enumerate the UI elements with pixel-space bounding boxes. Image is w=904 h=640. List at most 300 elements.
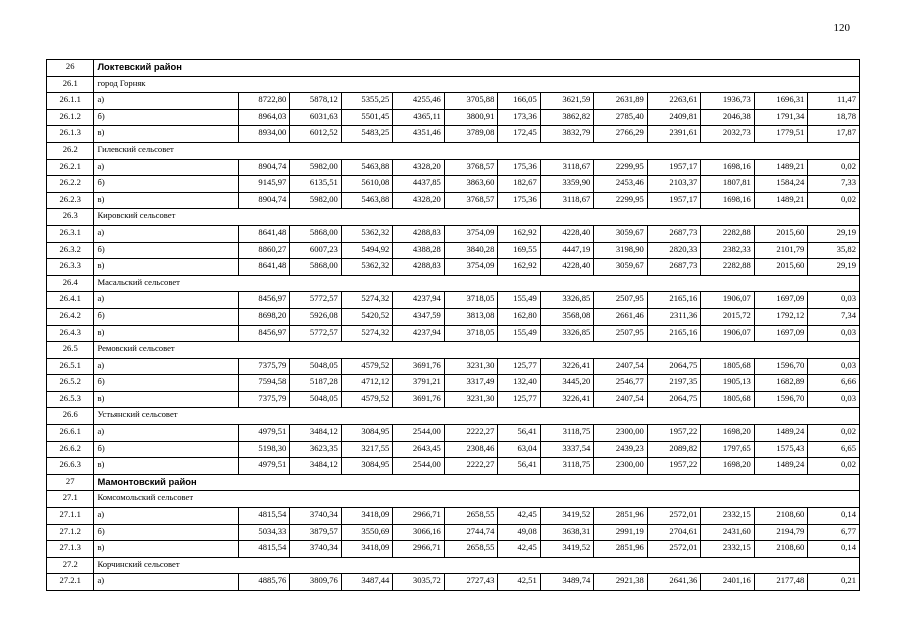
row-letter: в) [94,458,238,475]
value-cell: 35,82 [808,242,860,259]
value-cell: 3066,16 [393,524,445,541]
value-cell: 2089,82 [647,441,701,458]
table-row [47,259,860,276]
value-cell: 3863,60 [444,176,498,193]
settlement-row [47,209,860,226]
value-cell: 2263,61 [647,93,701,110]
value-cell: 2744,74 [444,524,498,541]
value-cell: 3484,12 [290,458,342,475]
value-cell: 5610,08 [341,176,393,193]
value-cell: 2103,37 [647,176,701,193]
value-cell: 1489,24 [754,458,808,475]
value-cell: 3118,67 [540,192,594,209]
value-cell: 5420,52 [341,308,393,325]
value-cell: 6,65 [808,441,860,458]
value-cell: 2407,54 [594,391,648,408]
value-cell: 3813,08 [444,308,498,325]
value-cell: 172,45 [498,126,540,143]
value-cell: 2687,73 [647,259,701,276]
value-cell: 3084,95 [341,425,393,442]
value-cell: 2308,46 [444,441,498,458]
value-cell: 1906,07 [701,325,755,342]
row-letter: б) [94,524,238,541]
settlement-title: Корчинский сельсовет [94,557,860,574]
table-row [47,358,860,375]
row-letter: а) [94,358,238,375]
table-row [47,159,860,176]
value-cell: 4815,54 [238,508,290,525]
row-code: 26.2.1 [47,159,94,176]
value-cell: 1682,89 [754,375,808,392]
value-cell: 162,92 [498,225,540,242]
value-cell: 5048,05 [290,358,342,375]
value-cell: 2401,16 [701,574,755,591]
value-cell: 3768,57 [444,192,498,209]
value-cell: 1489,21 [754,192,808,209]
settlement-title: город Горняк [94,76,860,93]
value-cell: 2820,33 [647,242,701,259]
value-cell: 2222,27 [444,425,498,442]
table-row [47,441,860,458]
value-cell: 1698,16 [701,159,755,176]
value-cell: 4237,94 [393,325,445,342]
value-cell: 3754,09 [444,259,498,276]
value-cell: 2299,95 [594,159,648,176]
value-cell: 2332,15 [701,541,755,558]
value-cell: 3623,35 [290,441,342,458]
row-code: 26.5.3 [47,391,94,408]
value-cell: 4328,20 [393,192,445,209]
value-cell: 5362,32 [341,259,393,276]
value-cell: 8456,97 [238,292,290,309]
value-cell: 1957,17 [647,192,701,209]
row-letter: а) [94,574,238,591]
value-cell: 2064,75 [647,391,701,408]
value-cell: 2785,40 [594,109,648,126]
value-cell: 8904,74 [238,192,290,209]
value-cell: 1779,51 [754,126,808,143]
value-cell: 155,49 [498,292,540,309]
value-cell: 2282,88 [701,225,755,242]
value-cell: 63,04 [498,441,540,458]
row-code: 26.2.3 [47,192,94,209]
district-title: Мамонтовский район [94,474,860,491]
value-cell: 125,77 [498,358,540,375]
value-cell: 8934,00 [238,126,290,143]
row-code: 26.3.2 [47,242,94,259]
value-cell: 2108,60 [754,508,808,525]
value-cell: 3800,91 [444,109,498,126]
value-cell: 3568,08 [540,308,594,325]
value-cell: 2631,89 [594,93,648,110]
row-code: 26.3.3 [47,259,94,276]
value-cell: 6,77 [808,524,860,541]
settlement-code: 27.1 [47,491,94,508]
table-row [47,93,860,110]
value-cell: 4979,51 [238,425,290,442]
value-cell: 2572,01 [647,541,701,558]
value-cell: 6,66 [808,375,860,392]
settlement-row [47,76,860,93]
value-cell: 1696,31 [754,93,808,110]
value-cell: 2643,45 [393,441,445,458]
value-cell: 0,02 [808,159,860,176]
settlement-row [47,342,860,359]
value-cell: 2064,75 [647,358,701,375]
value-cell: 2222,27 [444,458,498,475]
value-cell: 2391,61 [647,126,701,143]
row-letter: б) [94,176,238,193]
table-row [47,574,860,591]
value-cell: 0,14 [808,541,860,558]
value-cell: 2641,36 [647,574,701,591]
value-cell: 3484,12 [290,425,342,442]
value-cell: 5048,05 [290,391,342,408]
row-letter: в) [94,391,238,408]
value-cell: 1805,68 [701,391,755,408]
table-row [47,126,860,143]
value-cell: 5274,32 [341,292,393,309]
row-letter: б) [94,242,238,259]
row-code: 26.5.2 [47,375,94,392]
value-cell: 42,45 [498,508,540,525]
value-cell: 5198,30 [238,441,290,458]
value-cell: 4288,83 [393,225,445,242]
value-cell: 3832,79 [540,126,594,143]
settlement-code: 26.3 [47,209,94,226]
value-cell: 2851,96 [594,508,648,525]
value-cell: 4288,83 [393,259,445,276]
row-code: 26.6.3 [47,458,94,475]
row-code: 27.1.3 [47,541,94,558]
settlement-title: Масальский сельсовет [94,275,860,292]
value-cell: 1489,24 [754,425,808,442]
value-cell: 3419,52 [540,541,594,558]
settlement-row [47,557,860,574]
settlement-code: 27.2 [47,557,94,574]
value-cell: 9145,97 [238,176,290,193]
value-cell: 1596,70 [754,358,808,375]
value-cell: 2966,71 [393,541,445,558]
table-row [47,375,860,392]
value-cell: 2409,81 [647,109,701,126]
value-cell: 4388,28 [393,242,445,259]
value-cell: 162,92 [498,259,540,276]
row-letter: в) [94,541,238,558]
value-cell: 3326,85 [540,292,594,309]
value-cell: 3621,59 [540,93,594,110]
value-cell: 1906,07 [701,292,755,309]
value-cell: 2032,73 [701,126,755,143]
value-cell: 5868,00 [290,225,342,242]
value-cell: 1698,20 [701,425,755,442]
row-code: 26.4.2 [47,308,94,325]
value-cell: 18,78 [808,109,860,126]
value-cell: 169,55 [498,242,540,259]
row-letter: в) [94,126,238,143]
value-cell: 5483,25 [341,126,393,143]
value-cell: 3337,54 [540,441,594,458]
value-cell: 1697,09 [754,292,808,309]
value-cell: 11,47 [808,93,860,110]
value-cell: 5878,12 [290,93,342,110]
row-code: 26.1.2 [47,109,94,126]
value-cell: 2046,38 [701,109,755,126]
settlement-row [47,491,860,508]
value-cell: 5868,00 [290,259,342,276]
value-cell: 4255,46 [393,93,445,110]
value-cell: 8641,48 [238,259,290,276]
value-cell: 4228,40 [540,259,594,276]
value-cell: 2015,72 [701,308,755,325]
row-letter: а) [94,225,238,242]
value-cell: 29,19 [808,225,860,242]
table-body [47,60,860,591]
row-letter: а) [94,93,238,110]
table-row [47,508,860,525]
value-cell: 3809,76 [290,574,342,591]
value-cell: 6007,23 [290,242,342,259]
value-cell: 2572,01 [647,508,701,525]
row-code: 27.1.2 [47,524,94,541]
value-cell: 155,49 [498,325,540,342]
row-code: 26.6.2 [47,441,94,458]
value-cell: 3419,52 [540,508,594,525]
value-cell: 3059,67 [594,225,648,242]
value-cell: 3059,67 [594,259,648,276]
row-code: 26.1.1 [47,93,94,110]
table-row [47,109,860,126]
value-cell: 3754,09 [444,225,498,242]
value-cell: 132,40 [498,375,540,392]
value-cell: 2658,55 [444,541,498,558]
row-code: 26.3.1 [47,225,94,242]
value-cell: 4885,76 [238,574,290,591]
value-cell: 2453,46 [594,176,648,193]
value-cell: 7594,58 [238,375,290,392]
value-cell: 42,51 [498,574,540,591]
value-cell: 2177,48 [754,574,808,591]
settlement-code: 26.2 [47,142,94,159]
value-cell: 3118,67 [540,159,594,176]
table-row [47,325,860,342]
value-cell: 1575,43 [754,441,808,458]
row-letter: в) [94,259,238,276]
value-cell: 166,05 [498,93,540,110]
value-cell: 1792,12 [754,308,808,325]
value-cell: 3768,57 [444,159,498,176]
value-cell: 7,34 [808,308,860,325]
value-cell: 1698,16 [701,192,755,209]
value-cell: 49,08 [498,524,540,541]
value-cell: 125,77 [498,391,540,408]
district-code: 26 [47,60,94,77]
value-cell: 2507,95 [594,325,648,342]
row-letter: в) [94,325,238,342]
value-cell: 2439,23 [594,441,648,458]
value-cell: 2108,60 [754,541,808,558]
value-cell: 5772,57 [290,292,342,309]
table-row [47,225,860,242]
value-cell: 5982,00 [290,192,342,209]
value-cell: 2015,60 [754,259,808,276]
value-cell: 0,03 [808,391,860,408]
table-row [47,425,860,442]
value-cell: 4815,54 [238,541,290,558]
value-cell: 2407,54 [594,358,648,375]
value-cell: 1596,70 [754,391,808,408]
value-cell: 5463,88 [341,159,393,176]
value-cell: 1905,13 [701,375,755,392]
value-cell: 173,36 [498,109,540,126]
value-cell: 2165,16 [647,292,701,309]
value-cell: 5355,25 [341,93,393,110]
value-cell: 3217,55 [341,441,393,458]
value-cell: 7375,79 [238,358,290,375]
value-cell: 2382,33 [701,242,755,259]
row-letter: б) [94,375,238,392]
value-cell: 5926,08 [290,308,342,325]
value-cell: 3862,82 [540,109,594,126]
value-cell: 2101,79 [754,242,808,259]
value-cell: 3740,34 [290,541,342,558]
value-cell: 4979,51 [238,458,290,475]
value-cell: 1698,20 [701,458,755,475]
settlement-code: 26.6 [47,408,94,425]
value-cell: 3691,76 [393,391,445,408]
district-row [47,60,860,77]
value-cell: 3879,57 [290,524,342,541]
value-cell: 8904,74 [238,159,290,176]
value-cell: 4347,59 [393,308,445,325]
value-cell: 4365,11 [393,109,445,126]
value-cell: 1489,21 [754,159,808,176]
value-cell: 5463,88 [341,192,393,209]
value-cell: 4447,19 [540,242,594,259]
row-letter: б) [94,441,238,458]
value-cell: 3487,44 [341,574,393,591]
value-cell: 4228,40 [540,225,594,242]
row-code: 27.1.1 [47,508,94,525]
settlement-row [47,142,860,159]
value-cell: 3118,75 [540,425,594,442]
settlement-title: Кировский сельсовет [94,209,860,226]
value-cell: 2966,71 [393,508,445,525]
value-cell: 2300,00 [594,458,648,475]
value-cell: 3840,28 [444,242,498,259]
value-cell: 3359,90 [540,176,594,193]
value-cell: 3705,88 [444,93,498,110]
row-code: 26.4.3 [47,325,94,342]
row-letter: а) [94,508,238,525]
settlement-title: Устьянский сельсовет [94,408,860,425]
value-cell: 7375,79 [238,391,290,408]
value-cell: 29,19 [808,259,860,276]
row-code: 26.6.1 [47,425,94,442]
value-cell: 175,36 [498,192,540,209]
value-cell: 17,87 [808,126,860,143]
value-cell: 0,02 [808,458,860,475]
value-cell: 6135,51 [290,176,342,193]
value-cell: 2661,46 [594,308,648,325]
table-row [47,541,860,558]
table-row [47,308,860,325]
value-cell: 4328,20 [393,159,445,176]
value-cell: 2300,00 [594,425,648,442]
value-cell: 5274,32 [341,325,393,342]
value-cell: 2431,60 [701,524,755,541]
value-cell: 3718,05 [444,325,498,342]
district-row [47,474,860,491]
table-row [47,391,860,408]
value-cell: 1797,65 [701,441,755,458]
value-cell: 1791,34 [754,109,808,126]
value-cell: 3445,20 [540,375,594,392]
value-cell: 3084,95 [341,458,393,475]
value-cell: 4351,46 [393,126,445,143]
settlement-code: 26.4 [47,275,94,292]
row-letter: а) [94,292,238,309]
value-cell: 3550,69 [341,524,393,541]
value-cell: 2658,55 [444,508,498,525]
value-cell: 5772,57 [290,325,342,342]
value-cell: 4579,52 [341,391,393,408]
value-cell: 4712,12 [341,375,393,392]
value-cell: 6031,63 [290,109,342,126]
value-cell: 3740,34 [290,508,342,525]
value-cell: 3418,09 [341,508,393,525]
table-row [47,524,860,541]
value-cell: 175,36 [498,159,540,176]
table-row [47,292,860,309]
value-cell: 5187,28 [290,375,342,392]
row-code: 26.4.1 [47,292,94,309]
settlement-code: 26.1 [47,76,94,93]
value-cell: 8698,20 [238,308,290,325]
value-cell: 0,21 [808,574,860,591]
value-cell: 1805,68 [701,358,755,375]
row-letter: а) [94,159,238,176]
settlement-row [47,408,860,425]
value-cell: 42,45 [498,541,540,558]
value-cell: 3118,75 [540,458,594,475]
row-code: 26.1.3 [47,126,94,143]
value-cell: 2311,36 [647,308,701,325]
value-cell: 7,33 [808,176,860,193]
value-cell: 3198,90 [594,242,648,259]
value-cell: 3789,08 [444,126,498,143]
value-cell: 8722,80 [238,93,290,110]
value-cell: 5362,32 [341,225,393,242]
table-row [47,458,860,475]
value-cell: 2687,73 [647,225,701,242]
value-cell: 3226,41 [540,391,594,408]
value-cell: 1807,81 [701,176,755,193]
value-cell: 5982,00 [290,159,342,176]
value-cell: 3691,76 [393,358,445,375]
value-cell: 0,14 [808,508,860,525]
value-cell: 4237,94 [393,292,445,309]
value-cell: 162,80 [498,308,540,325]
value-cell: 56,41 [498,425,540,442]
table-row [47,176,860,193]
value-cell: 1957,17 [647,159,701,176]
value-cell: 2546,77 [594,375,648,392]
value-cell: 1936,73 [701,93,755,110]
district-code: 27 [47,474,94,491]
value-cell: 5494,92 [341,242,393,259]
value-cell: 8641,48 [238,225,290,242]
